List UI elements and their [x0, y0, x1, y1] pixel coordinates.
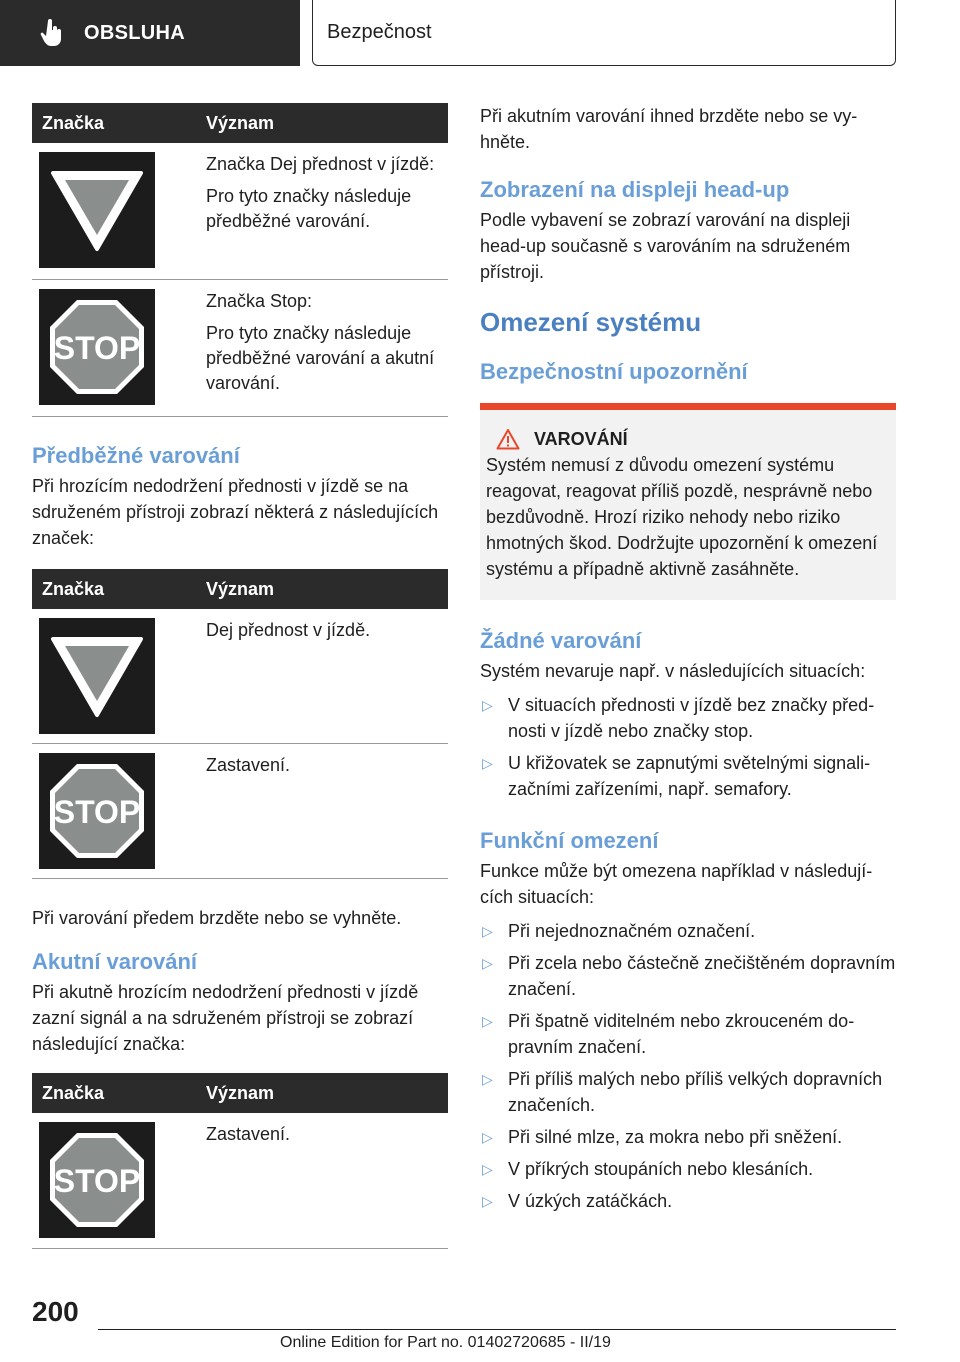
heading-head-up: Zobrazení na displeji head-up — [480, 177, 790, 202]
list-item: ▷ V situacích přednosti v jízdě bez značky přednosti v jízdě nebo značky stop. — [482, 695, 875, 741]
prewarning-text: Při hrozícím nedodržení přednosti v jízdě se na sdruženém přístroji zobrazí některá z následujících značek: — [32, 476, 439, 548]
left-column — [32, 103, 448, 1249]
no-warning-list — [480, 692, 896, 802]
warning-title — [486, 428, 888, 450]
table-header — [32, 569, 448, 609]
sign-table-2 — [32, 569, 448, 879]
stop-sign-icon — [39, 753, 155, 869]
list-item: ▷ Při silné mlze, za mokra nebo při sněžení. — [482, 1127, 843, 1147]
sign-table-1 — [32, 103, 448, 417]
page-number: 200 — [32, 1296, 79, 1327]
stop-sign-icon — [39, 289, 155, 405]
list-item: ▷ U křižovatek se zapnutými světelnými signalizačními zařízeními, např. semafory. — [482, 753, 871, 799]
list-item: ▷ V úzkých zatáčkách. — [482, 1191, 673, 1211]
footer-edition: Online Edition for Part no. 01402720685 - II/19 — [280, 1334, 611, 1351]
warning-text: Systém nemusí z důvodu omezení systému reagovat, reagovat příliš pozdě, nesprávně nebo bezdůvodně. Hrozí riziko nehody nebo riziko hmotných škod. Dodržujte upozornění k omezení systému a případně aktivně zasáhněte. — [486, 455, 878, 579]
heading-system-limits: Omezení systému — [480, 307, 702, 337]
row-text: Pro tyto značky následuje předběžné varování. — [206, 186, 412, 231]
list-item: ▷ V příkrých stoupáních nebo klesáních. — [482, 1159, 814, 1179]
hand-pointer-icon — [40, 19, 64, 47]
sign-table-3 — [32, 1073, 448, 1249]
row-text: Pro tyto značky následuje předběžné varování a akutní varování. — [206, 323, 435, 393]
right-column — [480, 103, 896, 1220]
table-row — [32, 609, 448, 744]
heading-acute-warning: Akutní varování — [32, 949, 198, 974]
stop-sign-text: STOP — [53, 1163, 141, 1199]
table-header — [32, 1073, 448, 1113]
heading-prewarning: Předběžné varování — [32, 443, 240, 468]
row-text: Zastavení. — [206, 1124, 291, 1144]
warning-title-text: VAROVÁNÍ — [534, 428, 628, 449]
heading-safety-notes: Bezpečnostní upozornění — [480, 359, 748, 384]
intro-text: Při akutním varování ihned brzděte nebo se vyhněte. — [480, 106, 858, 152]
table-row — [32, 280, 448, 417]
section-title: Bezpečnost — [312, 0, 896, 66]
stop-sign-text: STOP — [53, 794, 141, 830]
col-header-sign: Značka — [42, 112, 105, 133]
list-item: ▷ Při nejednoznačném označení. — [482, 921, 756, 941]
functional-limits-list — [480, 918, 896, 1214]
col-header-meaning: Význam — [206, 578, 275, 599]
row-text: Značka Stop: — [206, 291, 313, 311]
warning-box — [480, 403, 896, 600]
stop-sign-text: STOP — [53, 330, 141, 366]
stop-sign-icon — [39, 1122, 155, 1238]
row-text: Značka Dej přednost v jízdě: — [206, 154, 435, 174]
chapter-label: OBSLUHA — [84, 21, 185, 44]
acute-warning-text: Při akutně hrozícím nedodržení přednosti v jízdě zazní signál a na sdruženém přístroji se zobrazí následující značka: — [32, 982, 419, 1054]
list-item: ▷ Při příliš malých nebo příliš velkých dopravních značeních. — [482, 1069, 883, 1115]
head-up-text: Podle vybavení se zobrazí varování na displeji head-up současně s varováním na sdruženém přístroji. — [480, 210, 851, 282]
no-warning-text: Systém nevaruje např. v následujících situacích: — [480, 661, 866, 681]
heading-functional-limits: Funkční omezení — [480, 828, 659, 853]
yield-sign-icon — [39, 618, 155, 734]
footer-divider — [98, 1329, 896, 1330]
table-row — [32, 143, 448, 280]
functional-limits-text: Funkce může být omezena například v následujících situacích: — [480, 861, 873, 907]
heading-no-warning: Žádné varování — [480, 628, 642, 653]
col-header-sign: Značka — [42, 1082, 105, 1103]
chapter-tab[interactable] — [0, 0, 300, 66]
prewarning-after-text: Při varování předem brzděte nebo se vyhněte. — [32, 908, 402, 928]
row-text: Dej přednost v jízdě. — [206, 620, 371, 640]
list-item: ▷ Při špatně viditelném nebo zkrouceném dopravním značení. — [482, 1011, 855, 1057]
col-header-meaning: Význam — [206, 112, 275, 133]
table-row — [32, 1113, 448, 1249]
table-header — [32, 103, 448, 143]
yield-sign-icon — [39, 152, 155, 268]
row-text: Zastavení. — [206, 755, 291, 775]
warning-triangle-icon — [496, 428, 520, 450]
col-header-meaning: Význam — [206, 1082, 275, 1103]
table-row — [32, 744, 448, 879]
list-item: ▷ Při zcela nebo částečně znečištěném dopravním značení. — [482, 953, 896, 999]
col-header-sign: Značka — [42, 578, 105, 599]
